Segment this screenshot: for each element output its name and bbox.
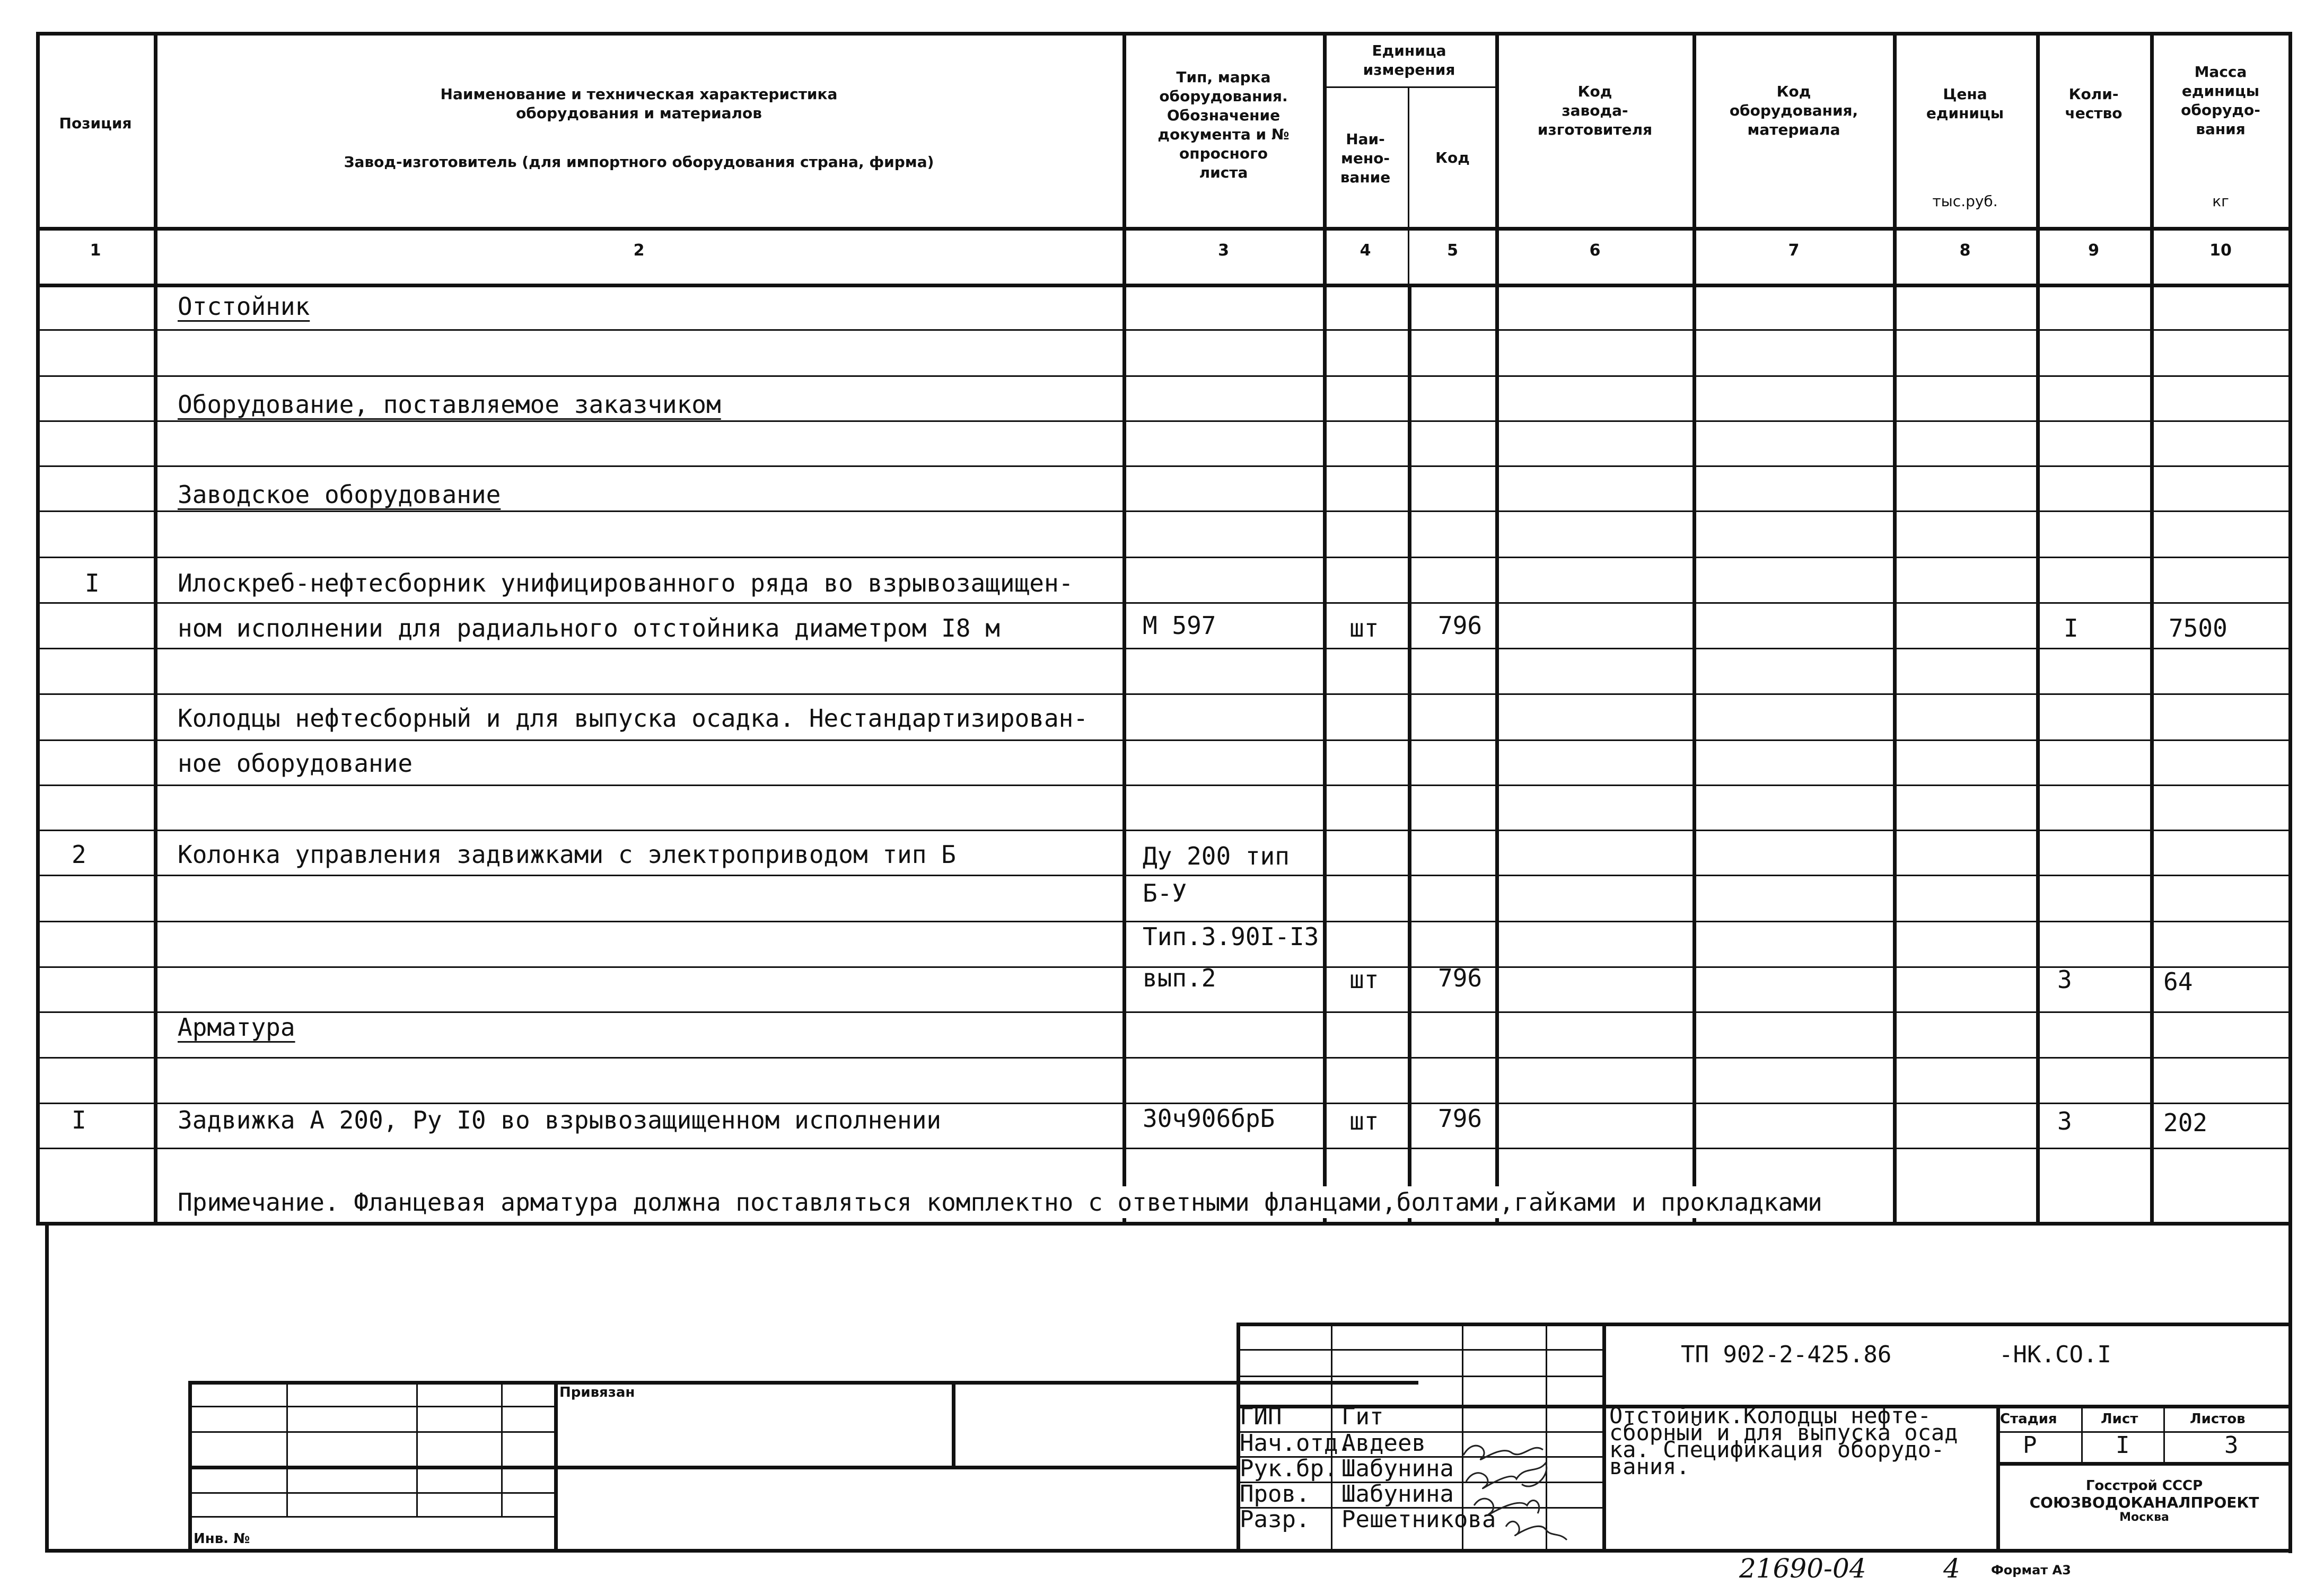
header-plant-code: Код завода- изготовителя (1537, 83, 1653, 138)
row-item-code: 796 (1438, 964, 1483, 992)
row-item-code: 796 (1438, 1104, 1483, 1133)
frame-top (36, 32, 2292, 36)
row-item-mass: 7500 (2169, 614, 2227, 642)
org-ministry: Госстрой СССР (2085, 1478, 2203, 1494)
sheets-value: 3 (2224, 1432, 2239, 1459)
name-chief-engineer: Гит (1341, 1403, 1384, 1430)
row-item-qty: 3 (2057, 965, 2072, 994)
colnum-4: 4 (1360, 241, 1371, 260)
colnum-1: 1 (90, 241, 101, 260)
role-checked: Пров. (1240, 1481, 1310, 1508)
sheets-label: Листов (2190, 1411, 2246, 1427)
role-developed: Разр. (1240, 1506, 1310, 1533)
row-position: I (85, 569, 100, 597)
handwritten-archive-number: 21690-04 (1739, 1553, 1866, 1584)
sheet-value: I (2116, 1432, 2130, 1459)
document-code-suffix: -НК.СО.I (1999, 1341, 2111, 1368)
row-wells-name: ное оборудование (178, 749, 413, 778)
header-unit-group: Единица измерения (1363, 42, 1455, 78)
colnum-8: 8 (1959, 241, 1971, 260)
stage-value: Р (2023, 1432, 2037, 1459)
row-item-name: Колонка управления задвижками с электроприводом тип Б (178, 840, 956, 869)
row-item-unit: шт (1349, 965, 1379, 994)
colnum-5: 5 (1447, 241, 1458, 260)
role-dept-head: Нач.отд. (1240, 1430, 1352, 1457)
row-item-unit: шт (1349, 1107, 1379, 1135)
colnum-9: 9 (2088, 241, 2099, 260)
header-quantity: Коли- чество (2065, 85, 2123, 122)
header-name: Наименование и техническая характеристика оборудования и материалов (440, 85, 838, 122)
row-position: 2 (72, 840, 86, 869)
header-mass: Масса единицы оборудо- вания (2181, 63, 2260, 138)
document-code: ТП 902-2-425.86 (1681, 1341, 1892, 1368)
table-bottom (36, 1222, 2292, 1226)
page-mark: 4 (1943, 1553, 1960, 1584)
header-equipment-code: Код оборудования, материала (1729, 83, 1858, 138)
header-type: Тип, марка оборудования. Обозначение документа и № опросного листа (1157, 68, 1290, 181)
row-settler-title: Отстойник (178, 292, 310, 321)
header-bottom (36, 227, 2292, 231)
row-item-name: Задвижка А 200, Ру I0 во взрывозащищенном исполнении (178, 1106, 942, 1134)
inventory-label: Инв. № (194, 1531, 250, 1547)
row-item-type: Тип.3.90I-I3 (1143, 922, 1319, 951)
row-item-qty: 3 (2057, 1107, 2072, 1135)
header-position: Позиция (59, 114, 132, 132)
sheet-title: Отстойник.Колодцы нефте- сборный и для выпуска осад ка. Спецификация оборудо- вания. (1609, 1403, 1958, 1479)
row-wells-name: Колодцы нефтесборный и для выпуска осадка. Нестандартизирован- (178, 704, 1089, 733)
colnum-3: 3 (1218, 241, 1229, 260)
header-unit-name: Наи- мено- вание (1340, 130, 1391, 186)
paper-format: Формат А3 (1991, 1563, 2071, 1578)
row-item-type: М 597 (1143, 611, 1216, 640)
colnum-6: 6 (1589, 241, 1601, 260)
row-item-name: ном исполнении для радиального отстойника диаметром I8 м (178, 614, 1000, 642)
stage-label: Стадия (2000, 1411, 2057, 1427)
row-customer-equipment: Оборудование, поставляемое заказчиком (178, 390, 721, 419)
sheet-label: Лист (2101, 1411, 2138, 1427)
attached-label: Привязан (559, 1385, 635, 1400)
row-item-name: Илоскреб-нефтесборник унифицированного ряда во взрывозащищен- (178, 569, 1074, 597)
colnum-7: 7 (1788, 241, 1800, 260)
signatures (1453, 1426, 1580, 1548)
row-item-mass: 64 (2163, 967, 2193, 996)
row-factory-equipment: Заводское оборудование (178, 480, 501, 509)
org-city: Москва (2119, 1511, 2169, 1524)
row-fittings-title: Арматура (178, 1013, 295, 1042)
name-checked: Шабунина (1341, 1481, 1454, 1508)
row-position: I (72, 1106, 86, 1134)
name-dept-head: Авдеев (1341, 1430, 1426, 1457)
header-mass-unit: кг (2212, 192, 2229, 210)
colnum-2: 2 (633, 241, 645, 260)
row-item-code: 796 (1438, 611, 1483, 640)
note-text: Примечание. Фланцевая арматура должна поставляться комплектно с ответными фланцами,болтами,гайками и прокладками (178, 1186, 1827, 1218)
colnum-10: 10 (2209, 241, 2232, 260)
header-unit-code: Код (1435, 149, 1470, 166)
row-item-type: Б-У (1143, 879, 1187, 907)
frame-left (36, 32, 40, 1224)
role-chief-engineer: ГИП (1240, 1403, 1282, 1430)
row-item-qty: I (2064, 614, 2079, 642)
row-item-type: вып.2 (1143, 964, 1216, 992)
row-item-unit: шт (1349, 614, 1379, 642)
row-item-mass: 202 (2163, 1108, 2208, 1137)
name-developed: Решетникова (1341, 1506, 1496, 1533)
header-price: Цена единицы (1926, 85, 2004, 122)
row-item-type: 30ч906брБ (1143, 1104, 1275, 1133)
colnum-bottom (36, 284, 2292, 287)
header-manufacturer: Завод-изготовитель (для импортного оборудования страна, фирма) (344, 153, 934, 171)
name-team-lead: Шабунина (1341, 1455, 1454, 1482)
role-team-lead: Рук.бр. (1240, 1455, 1338, 1482)
org-name: СОЮЗВОДОКАНАЛПРОЕКТ (2029, 1494, 2259, 1511)
header-price-unit: тыс.руб. (1932, 192, 1998, 210)
row-item-type: Ду 200 тип (1143, 842, 1290, 870)
